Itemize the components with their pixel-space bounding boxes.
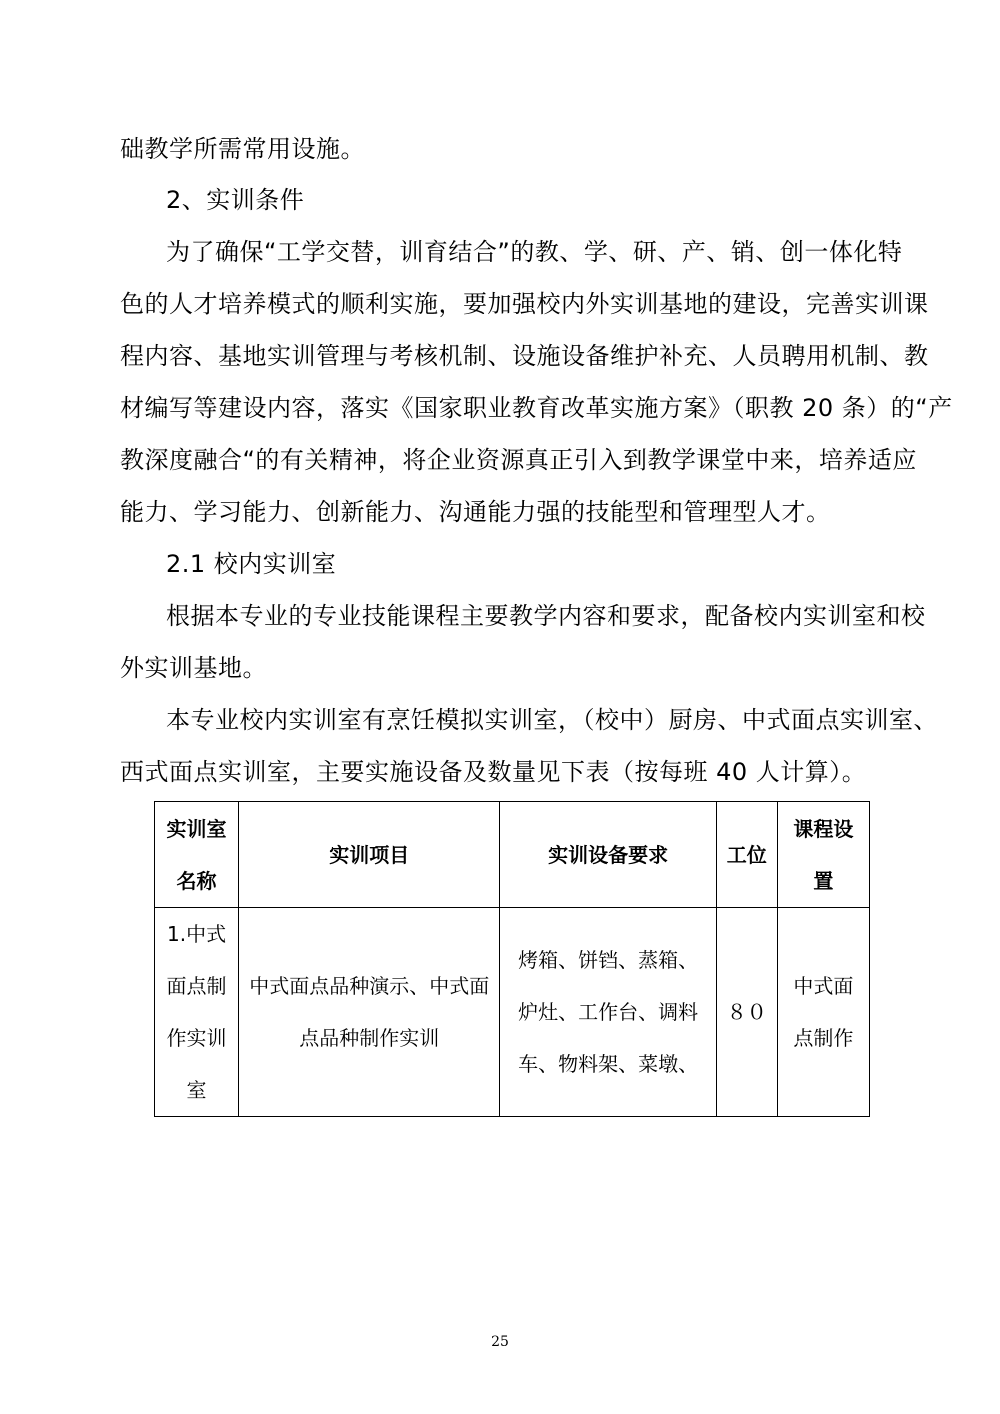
cell-course: 中式面点制作 bbox=[777, 908, 869, 1117]
header-equipment: 实训设备要求 bbox=[500, 802, 716, 908]
header-room-name: 实训室名称 bbox=[155, 802, 239, 908]
page-number: 25 bbox=[491, 1334, 509, 1350]
paragraph-line: 色的人才培养模式的顺利实施，要加强校内外实训基地的建设，完善实训课 bbox=[120, 290, 929, 318]
training-room-table bbox=[154, 801, 870, 1117]
paragraph-line: 外实训基地。 bbox=[120, 654, 267, 682]
table-row bbox=[155, 908, 870, 1117]
paragraph-line: 西式面点实训室，主要实施设备及数量见下表（按每班 40 人计算）。 bbox=[120, 758, 867, 786]
paragraph-line: 本专业校内实训室有烹饪模拟实训室，（校中）厨房、中式面点实训室、 bbox=[166, 706, 938, 734]
header-project: 实训项目 bbox=[239, 802, 500, 908]
cell-stations: ８０ bbox=[716, 908, 777, 1117]
paragraph-line: 程内容、基地实训管理与考核机制、设施设备维护补充、人员聘用机制、教 bbox=[120, 342, 929, 370]
cell-room-name: 1.中式面点制作实训室 bbox=[155, 908, 239, 1117]
paragraph-line: 材编写等建设内容，落实《国家职业教育改革实施方案》（职教 20 条）的“产 bbox=[120, 394, 953, 422]
header-stations: 工位 bbox=[716, 802, 777, 908]
paragraph-line: 教深度融合“的有关精神，将企业资源真正引入到教学课堂中来，培养适应 bbox=[120, 446, 917, 474]
paragraph-line: 根据本专业的专业技能课程主要教学内容和要求，配备校内实训室和校 bbox=[166, 602, 926, 630]
subsection-heading: 2.1 校内实训室 bbox=[166, 550, 337, 578]
header-course: 课程设置 bbox=[777, 802, 869, 908]
cell-project: 中式面点品种演示、中式面点品种制作实训 bbox=[239, 908, 500, 1117]
paragraph-line: 能力、学习能力、创新能力、沟通能力强的技能型和管理型人才。 bbox=[120, 498, 831, 526]
cell-equipment: 烤箱、饼铛、蒸箱、炉灶、工作台、调料车、物料架、菜墩、 bbox=[500, 908, 716, 1117]
paragraph-line: 为了确保“工学交替，训育结合”的教、学、研、产、销、创一体化特 bbox=[166, 238, 903, 266]
section-heading: 2、实训条件 bbox=[166, 186, 305, 214]
table-header-row bbox=[155, 802, 870, 908]
paragraph-line: 础教学所需常用设施。 bbox=[120, 135, 365, 163]
